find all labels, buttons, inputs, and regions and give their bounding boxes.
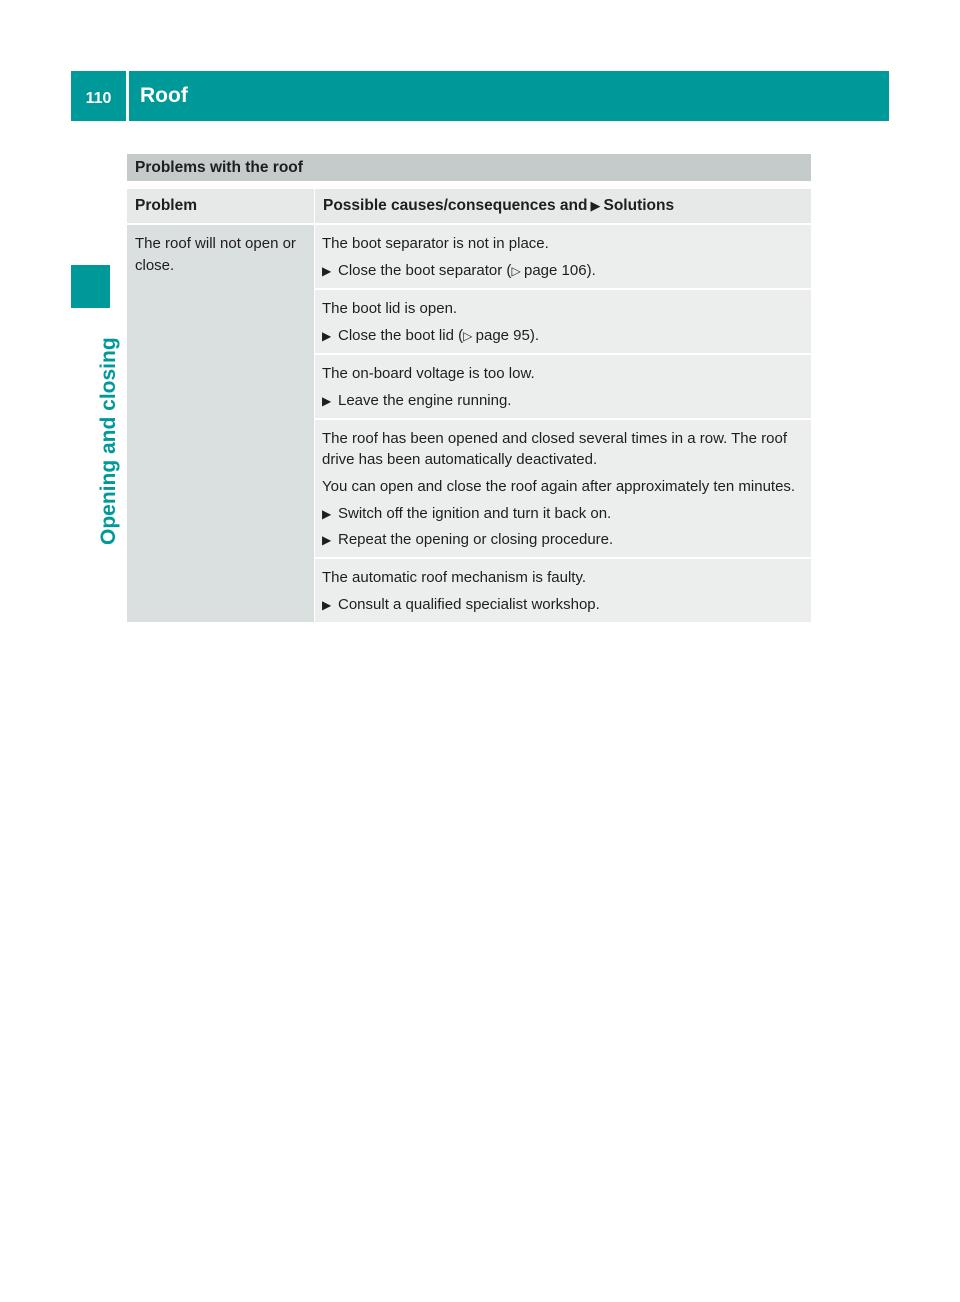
chapter-label: Opening and closing	[97, 337, 120, 545]
step-text-post: ).	[529, 327, 540, 344]
header-divider	[126, 71, 129, 121]
solution-block	[315, 355, 811, 418]
step-arrow-icon: ▶	[322, 507, 332, 521]
step-text-pre: Close the boot separator (	[338, 262, 512, 279]
step-text	[338, 325, 539, 347]
solution-block	[315, 559, 811, 622]
solution-step	[322, 390, 805, 412]
solution-step	[322, 594, 805, 616]
column-header-solutions-prefix: Possible causes/consequences and	[323, 197, 588, 214]
step-arrow-icon: ▶	[322, 394, 332, 408]
page-reference-icon: ▷	[511, 264, 524, 278]
solution-arrow-icon: ▶	[590, 198, 601, 213]
cause-text: The automatic roof mechanism is faulty.	[322, 569, 586, 586]
cause-text: The boot separator is not in place.	[322, 235, 549, 252]
cause-text: The boot lid is open.	[322, 300, 458, 317]
cause-text: The on-board voltage is too low.	[322, 365, 535, 382]
solutions-column	[315, 225, 811, 624]
column-header-solutions-suffix: Solutions	[603, 197, 675, 214]
section-title: Roof	[140, 84, 188, 107]
page-number: 110	[85, 90, 112, 107]
step-arrow-icon: ▶	[322, 533, 332, 547]
page-reference-link[interactable]: page 95	[475, 327, 530, 344]
step-text: Repeat the opening or closing procedure.	[338, 531, 614, 548]
step-text	[338, 260, 596, 282]
problem-cell	[127, 225, 314, 622]
page-reference-icon: ▷	[463, 329, 476, 343]
solution-step	[322, 325, 805, 347]
step-text: Leave the engine running.	[338, 392, 512, 409]
column-header-problem-label: Problem	[135, 197, 198, 214]
step-text: Switch off the ignition and turn it back on.	[338, 505, 612, 522]
solution-block	[315, 225, 811, 288]
step-arrow-icon: ▶	[322, 329, 332, 343]
step-text-pre: Close the boot lid (	[338, 327, 464, 344]
header-bar	[71, 71, 889, 121]
step-text: Consult a qualified specialist workshop.	[338, 596, 600, 613]
chapter-marker	[71, 265, 110, 308]
solution-block	[315, 290, 811, 353]
cause-text: You can open and close the roof again after approximately ten minutes.	[322, 478, 796, 495]
column-header-problem	[127, 189, 314, 223]
cause-text: The roof has been opened and closed several times in a row. The roof drive has been automatically deactivated.	[322, 430, 788, 468]
solution-block	[315, 420, 811, 557]
step-arrow-icon: ▶	[322, 264, 332, 278]
page-reference-link[interactable]: page 106	[524, 262, 587, 279]
solution-step	[322, 503, 805, 525]
step-arrow-icon: ▶	[322, 598, 332, 612]
problem-text: The roof will not open or close.	[135, 235, 296, 274]
solution-step	[322, 260, 805, 282]
solution-step	[322, 529, 805, 551]
column-header-solutions	[315, 189, 811, 223]
step-text-post: ).	[586, 262, 596, 279]
table-title: Problems with the roof	[127, 154, 811, 181]
